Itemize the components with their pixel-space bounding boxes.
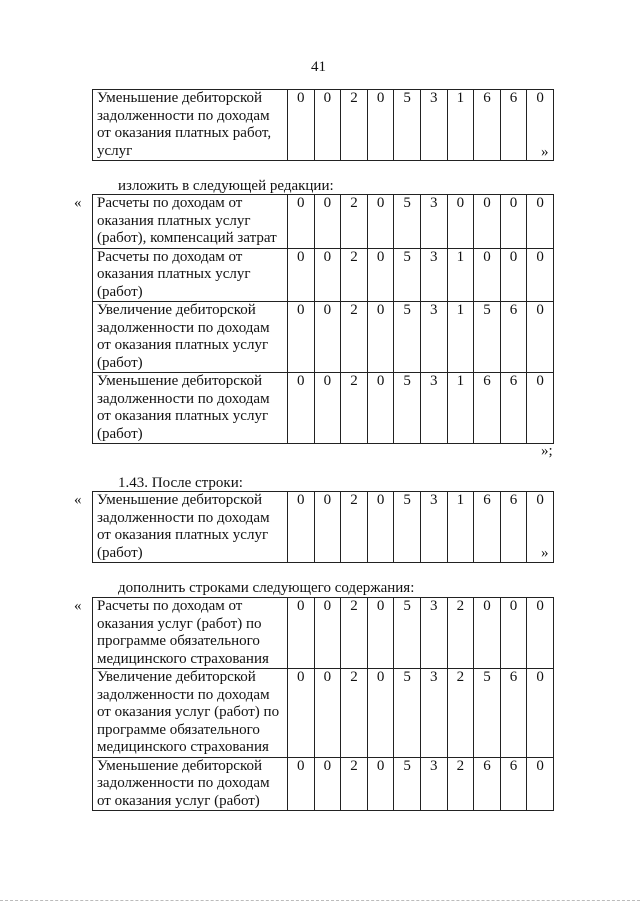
opening-quote: « [74,598,82,614]
code-digit: 0 [367,757,394,811]
code-digit: 0 [314,195,341,249]
code-digit: 0 [367,373,394,444]
code-digit: 1 [447,302,474,373]
code-digit: 0 [527,302,554,373]
code-digit: 3 [420,248,447,302]
code-digit: 3 [420,757,447,811]
code-digit: 6 [500,669,527,758]
opening-quote: « [74,492,82,508]
code-digit: 0 [314,757,341,811]
code-digit: 0 [527,373,554,444]
code-digit: 1 [447,90,474,161]
code-digit: 5 [394,248,421,302]
code-digit: 5 [394,757,421,811]
code-digit: 0 [314,669,341,758]
code-digit: 0 [288,598,315,669]
code-digit: 6 [500,757,527,811]
code-digit: 0 [367,90,394,161]
table-row [93,302,554,373]
page-number: 41 [311,59,326,75]
code-digit: 5 [394,302,421,373]
code-digit: 0 [367,248,394,302]
code-digit: 0 [500,195,527,249]
code-digit: 0 [367,492,394,563]
code-digit: 5 [394,195,421,249]
table-row [93,492,554,563]
code-digit: 0 [500,598,527,669]
code-digit: 0 [527,195,554,249]
code-digit: 1 [447,248,474,302]
code-digit: 2 [341,492,368,563]
code-digit: 0 [314,248,341,302]
code-digit: 2 [341,248,368,302]
code-digit: 0 [527,90,554,161]
code-table-original [92,89,554,161]
table-row [93,195,554,249]
code-digit: 0 [367,195,394,249]
code-digit: 6 [474,373,501,444]
code-digit: 0 [314,492,341,563]
code-digit: 2 [341,373,368,444]
code-digit: 6 [474,90,501,161]
code-digit: 2 [341,598,368,669]
row-label: Расчеты по доходам от оказания платных услуг (работ), компенсаций затрат [93,195,288,249]
row-label: Уменьшение дебиторской задолженности по доходам от оказания платных услуг (работ) [93,373,288,444]
code-digit: 2 [447,598,474,669]
code-digit: 0 [367,302,394,373]
code-digit: 1 [447,373,474,444]
code-digit: 0 [288,669,315,758]
code-digit: 5 [474,669,501,758]
code-digit: 0 [288,90,315,161]
code-digit: 3 [420,373,447,444]
code-digit: 0 [527,248,554,302]
code-digit: 2 [341,302,368,373]
code-digit: 3 [420,598,447,669]
row-label: Увеличение дебиторской задолженности по доходам от оказания услуг (работ) по программе обязательного медицинского страхования [93,669,288,758]
code-digit: 0 [474,598,501,669]
code-digit: 0 [474,195,501,249]
code-digit: 0 [447,195,474,249]
code-digit: 5 [394,373,421,444]
code-digit: 0 [288,757,315,811]
table-row [93,373,554,444]
code-digit: 0 [288,492,315,563]
code-digit: 0 [527,757,554,811]
code-digit: 2 [341,90,368,161]
paragraph-add-rows: дополнить строками следующего содержания: [118,580,415,596]
table-row [93,669,554,758]
code-digit: 5 [394,669,421,758]
code-digit: 3 [420,492,447,563]
code-digit: 5 [394,90,421,161]
code-digit: 1 [447,492,474,563]
code-digit: 0 [288,248,315,302]
closing-quote: »; [541,443,553,459]
code-digit: 0 [314,373,341,444]
code-digit: 0 [474,248,501,302]
code-digit: 6 [500,302,527,373]
row-label: Расчеты по доходам от оказания услуг (работ) по программе обязательного медицинского страхования [93,598,288,669]
code-digit: 0 [500,248,527,302]
code-digit: 0 [367,598,394,669]
code-digit: 0 [314,302,341,373]
row-label: Уменьшение дебиторской задолженности по доходам от оказания платных услуг (работ) [93,492,288,563]
code-digit: 0 [288,302,315,373]
paragraph-1-43: 1.43. После строки: [118,475,243,491]
table-row [93,757,554,811]
code-digit: 5 [474,302,501,373]
closing-quote: » [541,144,549,160]
code-digit: 3 [420,302,447,373]
paragraph-restate: изложить в следующей редакции: [118,178,334,194]
code-digit: 5 [394,598,421,669]
code-table-added-rows [92,597,554,811]
code-digit: 2 [341,669,368,758]
code-digit: 2 [447,669,474,758]
code-digit: 0 [288,195,315,249]
row-label: Уменьшение дебиторской задолженности по доходам от оказания услуг (работ) [93,757,288,811]
code-digit: 3 [420,669,447,758]
code-digit: 0 [314,598,341,669]
closing-quote: » [541,545,549,561]
row-label: Увеличение дебиторской задолженности по доходам от оказания платных услуг (работ) [93,302,288,373]
code-digit: 6 [474,492,501,563]
opening-quote: « [74,195,82,211]
code-table-new-edition [92,194,554,444]
code-digit: 0 [314,90,341,161]
code-digit: 2 [447,757,474,811]
scan-edge [0,900,640,901]
code-digit: 2 [341,757,368,811]
code-digit: 0 [527,598,554,669]
code-digit: 0 [527,492,554,563]
code-table-after-row [92,491,554,563]
code-digit: 2 [341,195,368,249]
code-digit: 5 [394,492,421,563]
code-digit: 6 [474,757,501,811]
code-digit: 6 [500,492,527,563]
table-row [93,90,554,161]
code-digit: 3 [420,195,447,249]
row-label: Уменьшение дебиторской задолженности по доходам от оказания платных работ, услуг [93,90,288,161]
code-digit: 0 [527,669,554,758]
table-row [93,598,554,669]
code-digit: 6 [500,373,527,444]
code-digit: 3 [420,90,447,161]
table-row [93,248,554,302]
code-digit: 0 [367,669,394,758]
code-digit: 6 [500,90,527,161]
code-digit: 0 [288,373,315,444]
row-label: Расчеты по доходам от оказания платных услуг (работ) [93,248,288,302]
